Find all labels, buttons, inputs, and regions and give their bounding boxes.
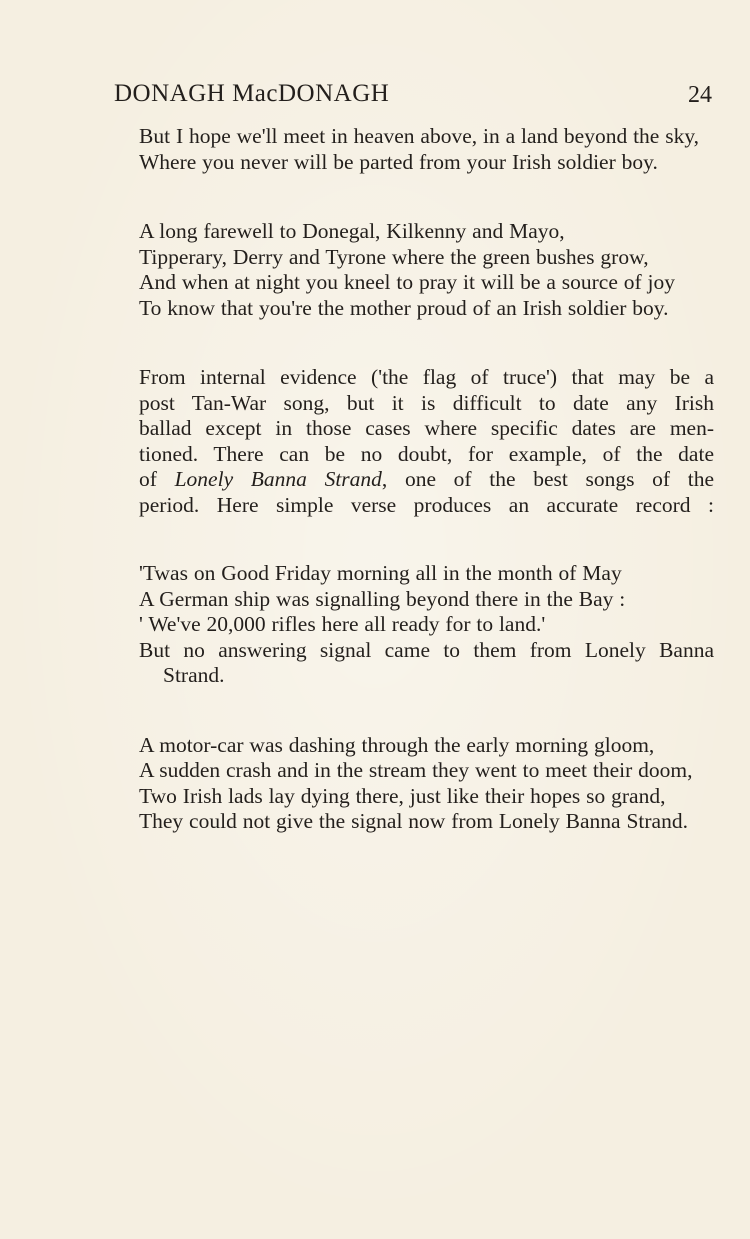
prose-line	[139, 467, 714, 493]
song-title: Lonely Banna Strand	[174, 467, 382, 491]
verse-line: A motor-car was dashing through the early morning gloom,	[139, 732, 655, 757]
prose-text: of	[139, 467, 175, 491]
prose-paragraph	[139, 365, 714, 518]
page-body	[114, 124, 714, 879]
verse-line: Two Irish lads lay dying there, just like their hopes so grand,	[139, 783, 666, 808]
verse-line: Where you never will be parted from your Irish soldier boy.	[139, 149, 658, 174]
verse-line: A long farewell to Donegal, Kilkenny and Mayo,	[139, 219, 565, 243]
prose-line: period. Here simple verse produces an accurate record :	[139, 492, 714, 517]
verse-line: And when at night you kneel to pray it will be a source of joy	[139, 270, 676, 294]
verse-stanza	[139, 733, 714, 835]
verse-line: They could not give the signal now from Lonely Banna Strand.	[139, 809, 688, 833]
prose-text: , one of the best songs of the	[381, 467, 714, 491]
verse-line: ' We've 20,000 rifles here all ready for to land.'	[139, 612, 546, 636]
verse-line: But I hope we'll meet in heaven above, in a land beyond the sky,	[139, 124, 700, 148]
page-number: 24	[688, 82, 712, 108]
prose-line: ballad except in those cases where specific dates are men-	[139, 416, 714, 440]
verse-line: But no answering signal came to them from Lonely Banna Strand.	[139, 637, 714, 687]
verse-line: 'Twas on Good Friday morning all in the month of May	[139, 561, 622, 585]
verse-stanza	[139, 124, 714, 175]
running-head-author: DONAGH MacDONAGH	[114, 80, 390, 107]
verse-stanza	[139, 219, 714, 321]
running-header	[114, 80, 714, 114]
prose-line: tioned. There can be no doubt, for example, of the date	[139, 441, 714, 466]
verse-stanza	[139, 561, 714, 689]
prose-line: From internal evidence ('the flag of truce') that may be a	[139, 365, 714, 389]
verse-line: A sudden crash and in the stream they went to meet their doom,	[139, 758, 693, 782]
verse-line: To know that you're the mother proud of an Irish soldier boy.	[139, 295, 669, 320]
verse-line: A German ship was signalling beyond there in the Bay :	[139, 586, 626, 611]
prose-line: post Tan-War song, but it is difficult to date any Irish	[139, 390, 714, 415]
verse-line: Tipperary, Derry and Tyrone where the green bushes grow,	[139, 244, 649, 269]
